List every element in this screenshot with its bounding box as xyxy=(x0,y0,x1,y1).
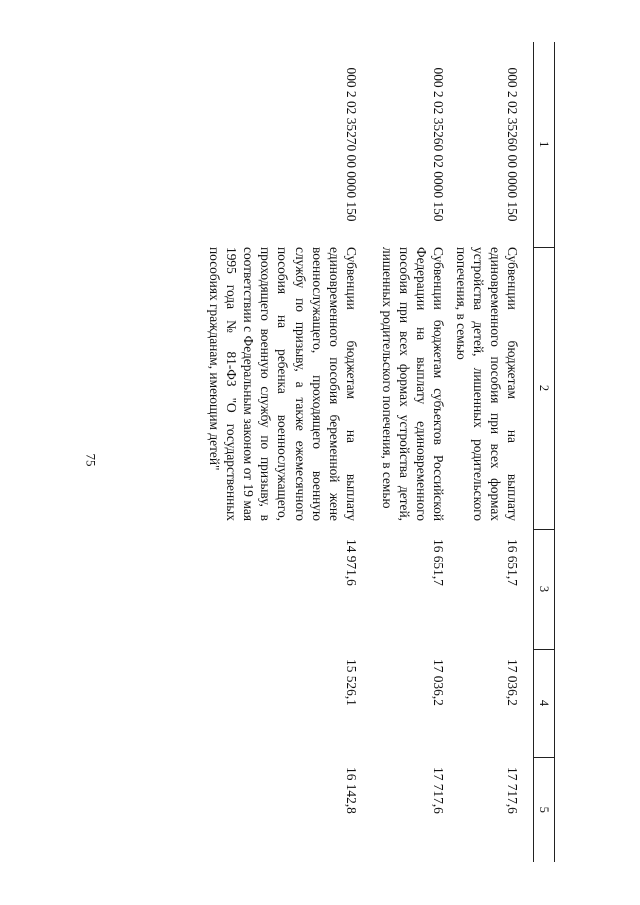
page-number: 75 xyxy=(83,453,99,467)
table-row xyxy=(447,42,534,862)
column-header-1: 1 xyxy=(534,42,555,247)
amount-cell-5: 16 142,8 xyxy=(344,767,359,814)
budget-code-cell: 000 2 02 35270 00 0000 150 xyxy=(344,67,359,222)
amount-cell-4: 17 036,2 xyxy=(431,659,446,706)
table-row xyxy=(206,42,360,862)
amount-cell-4: 15 526,1 xyxy=(344,659,359,706)
column-header-5: 5 xyxy=(534,757,555,862)
description-cell: Субвенции бюджетам субъектов Российской Федерации на выплату единовременного пособия при всех формах устройства детей, лишенных родительского попечения, в семью xyxy=(379,247,446,521)
column-header-4: 4 xyxy=(534,649,555,757)
table-row xyxy=(360,42,447,862)
column-header-3: 3 xyxy=(534,529,555,649)
table-header-row xyxy=(534,42,555,862)
column-header-2: 2 xyxy=(534,247,555,529)
amount-cell-4: 17 036,2 xyxy=(505,659,520,706)
description-cell: Субвенции бюджетам на выплату единовременного пособия беременной жене военнослужащего, проходящего военную службу по призыву, а также ежемесячного пособия на ребенка военнослужащего, проходящего военную службу по призыву, в соответствии с Федеральным законом от 19 мая 1995 года № 81-ФЗ "О государственных пособиях гражданам, имеющим детей" xyxy=(206,247,359,521)
budget-code-cell: 000 2 02 35260 02 0000 150 xyxy=(431,67,446,222)
budget-table xyxy=(206,42,555,862)
amount-cell-5: 17 717,6 xyxy=(505,767,520,814)
rotated-budget-table-sheet xyxy=(85,42,555,862)
budget-code-cell: 000 2 02 35260 00 0000 150 xyxy=(505,67,520,222)
description-cell: Субвенции бюджетам на выплату единовременного пособия при всех формах устройства детей, лишенных родительского попечения, в семью xyxy=(453,247,520,521)
amount-cell-3: 16 651,7 xyxy=(431,539,446,586)
amount-cell-3: 16 651,7 xyxy=(505,539,520,586)
amount-cell-5: 17 717,6 xyxy=(431,767,446,814)
amount-cell-3: 14 971,6 xyxy=(344,539,359,586)
